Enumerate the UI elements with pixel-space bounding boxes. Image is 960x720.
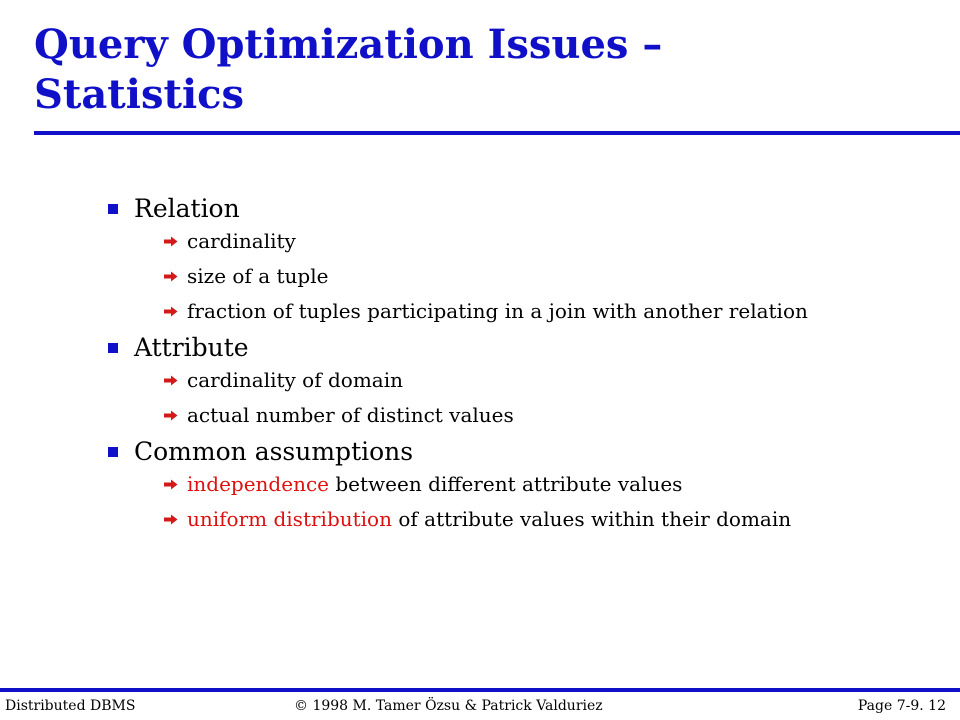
list-item-text: cardinality of domain [187,368,403,392]
list-item [108,300,868,323]
sub-list [108,369,868,427]
list-item-text: actual number of distinct values [187,403,514,427]
section-heading [108,435,868,469]
square-bullet-icon [108,204,118,214]
arrow-bullet-icon [164,514,178,525]
square-bullet-icon [108,447,118,457]
footer-page-number: Page 7-9. 12 [857,698,946,714]
section-heading [108,192,868,226]
footer-copyright: © 1998 M. Tamer Özsu & Patrick Valduriez [294,698,603,714]
arrow-bullet-icon [164,410,178,421]
section-heading [108,331,868,365]
list-item-text: of attribute values within their domain [391,507,792,531]
section-common-assumptions [108,435,868,531]
section-label: Attribute [134,333,249,362]
list-item-text: size of a tuple [187,264,329,288]
bullet-list [108,192,868,531]
arrow-bullet-icon [164,375,178,386]
slide-title [34,20,934,120]
arrow-bullet-icon [164,236,178,247]
sub-list [108,473,868,531]
list-item [108,369,868,392]
section-relation [108,192,868,323]
list-item-text: fraction of tuples participating in a join with another relation [187,299,808,323]
list-item [108,230,868,253]
list-item [108,265,868,288]
list-item [108,404,868,427]
slide-title-line-2: Statistics [34,71,245,118]
footer-course-name: Distributed DBMS [5,698,136,714]
title-divider [34,131,960,135]
list-item [108,473,868,496]
section-attribute [108,331,868,427]
highlighted-term: independence [187,472,329,496]
arrow-bullet-icon [164,306,178,317]
square-bullet-icon [108,343,118,353]
section-label: Common assumptions [134,437,414,466]
arrow-bullet-icon [164,479,178,490]
list-item [108,508,868,531]
slide-title-line-1: Query Optimization Issues – [34,21,663,68]
footer-divider [0,688,960,692]
list-item-text: between different attribute values [329,472,683,496]
section-label: Relation [134,194,240,223]
sub-list [108,230,868,323]
highlighted-term: uniform distribution [187,507,392,531]
list-item-text: cardinality [187,229,296,253]
arrow-bullet-icon [164,271,178,282]
